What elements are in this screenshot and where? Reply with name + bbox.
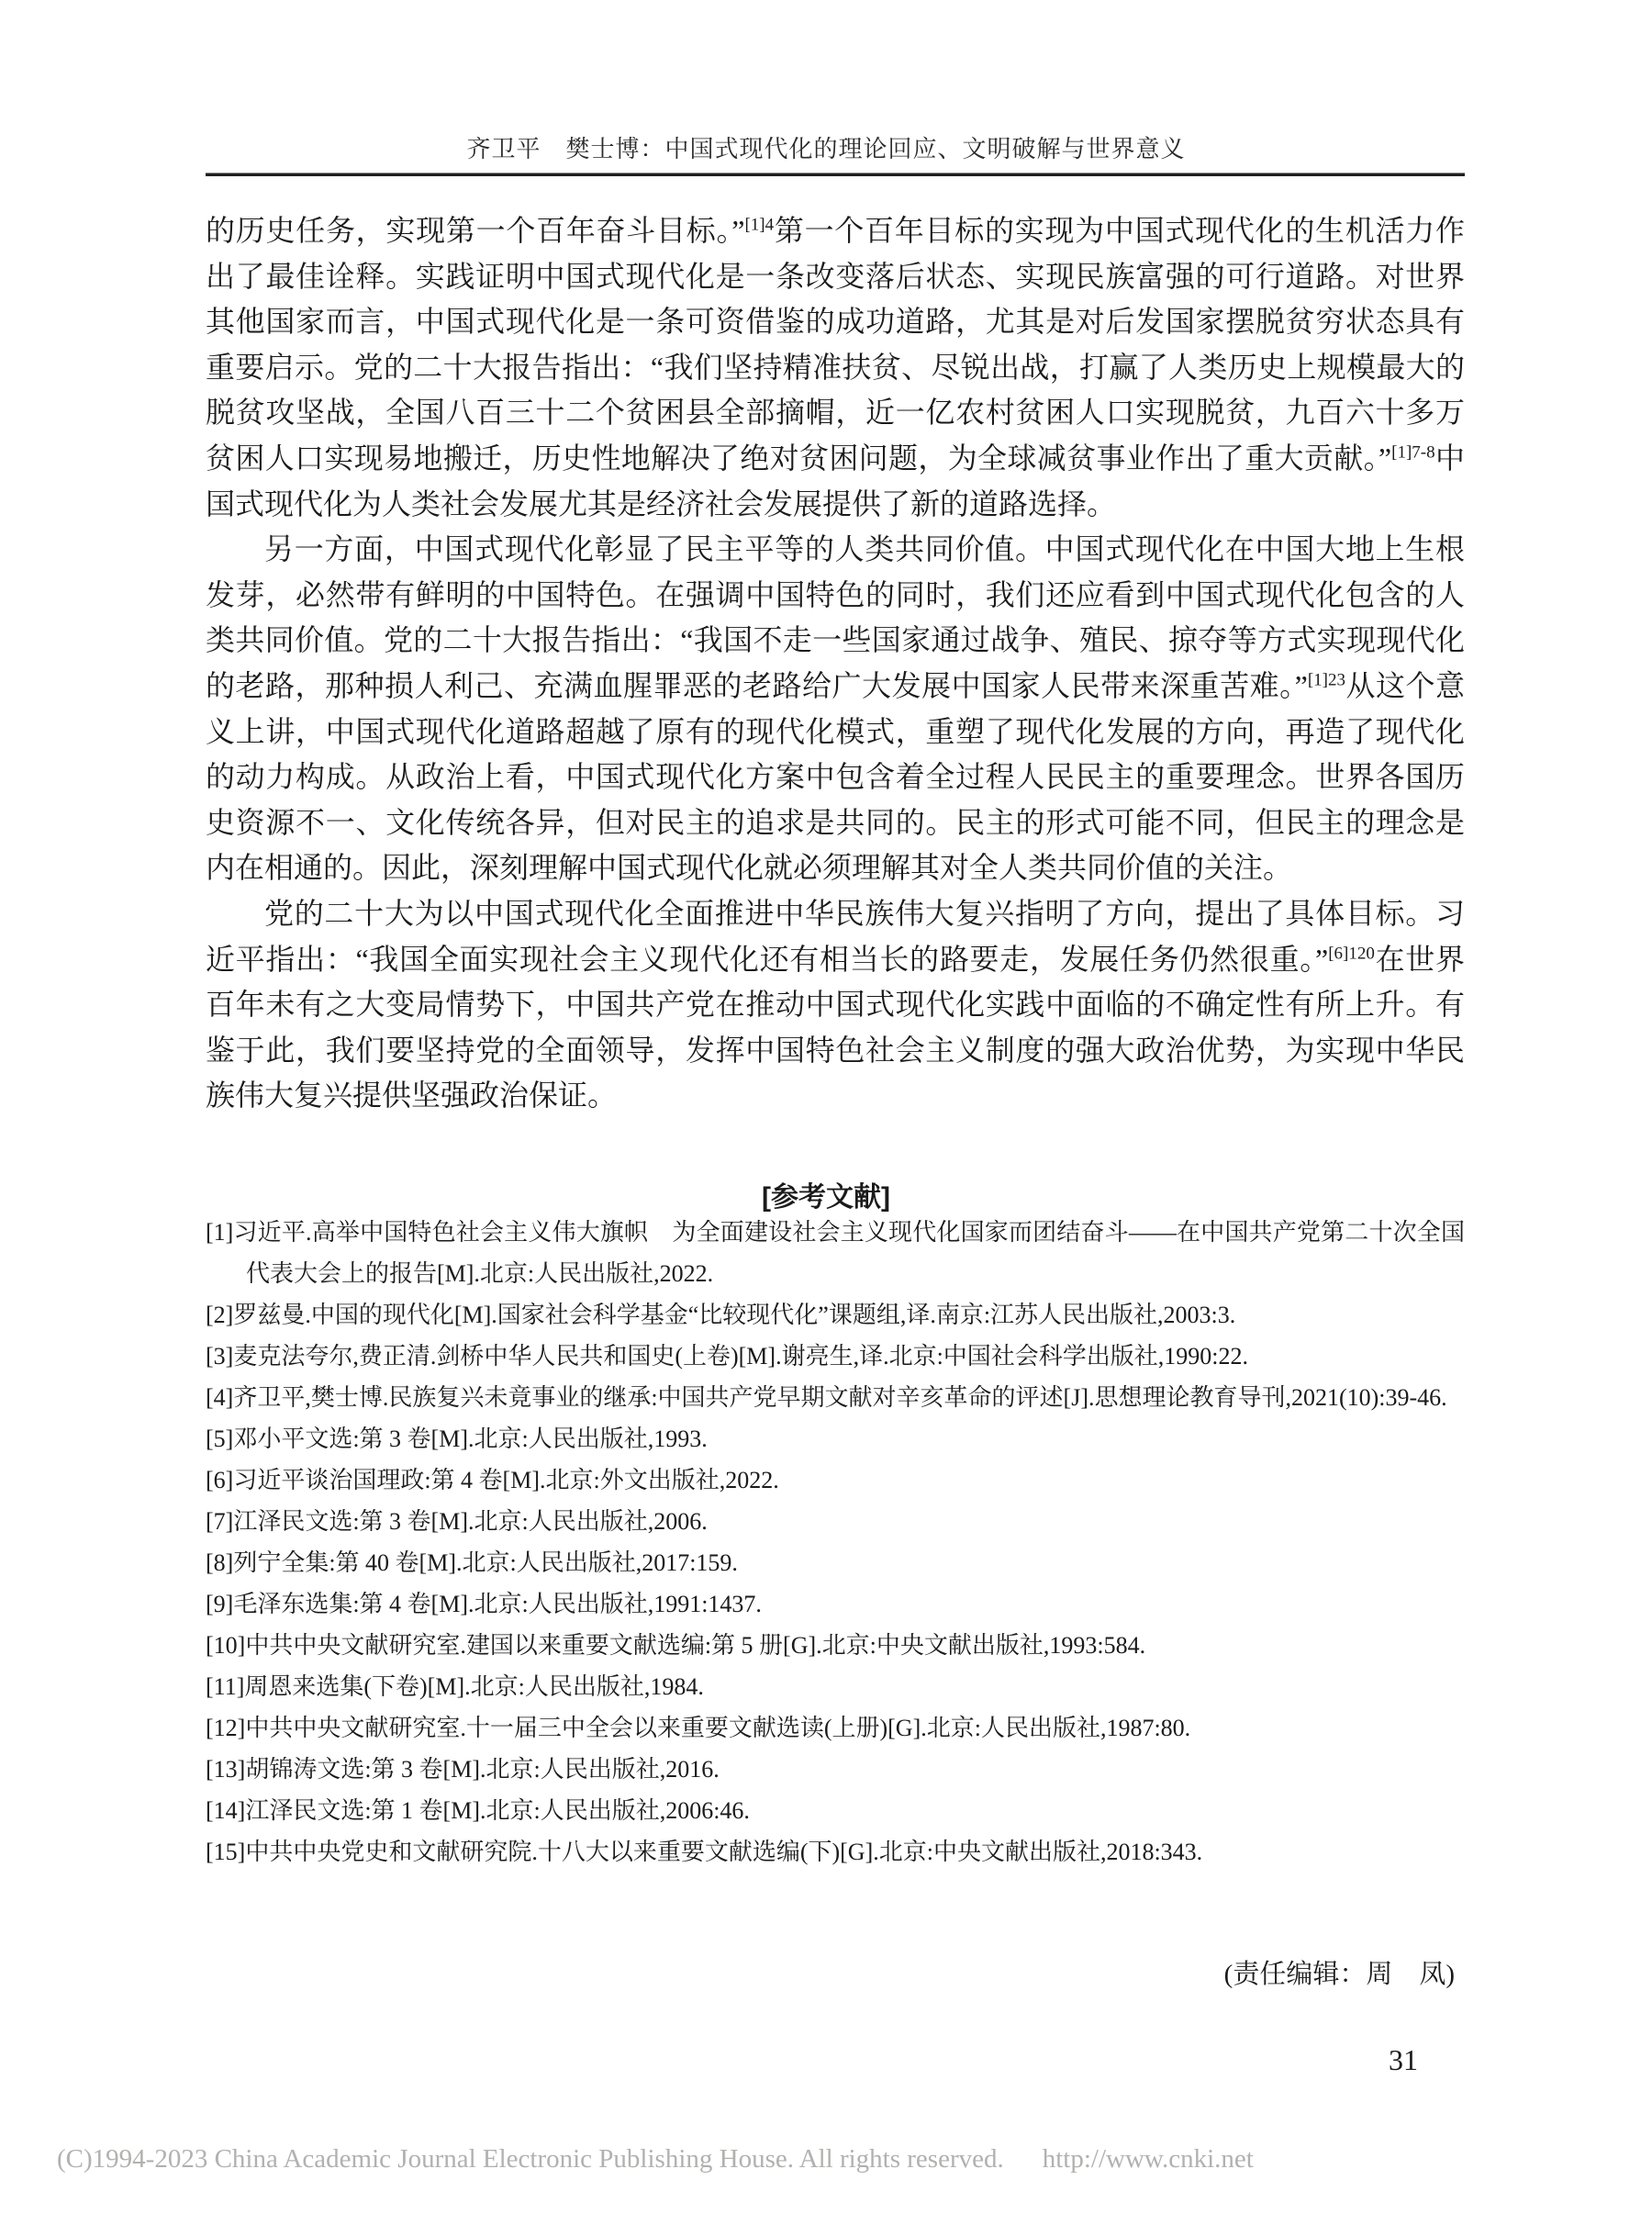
- references-heading: [参考文献]: [762, 1182, 890, 1213]
- footer-url: http://www.cnki.net: [1042, 2144, 1254, 2174]
- citation-superscript: [6]120: [1328, 943, 1375, 963]
- reference-item: [13]胡锦涛文选:第 3 卷[M].北京:人民出版社,2016.: [206, 1756, 720, 1783]
- reference-item: [15]中共中央党史和文献研究院.十八大以来重要文献选编(下)[G].北京:中央文献出版社,2018:343.: [206, 1839, 1203, 1865]
- body-paragraph: 另一方面，中国式现代化彰显了民主平等的人类共同价值。中国式现代化在中国大地上生根发芽，必然带有鲜明的中国特色。在强调中国特色的同时，我们还应看到中国式现代化包含的人类共同价值。党的二十大报告指出：“我国不走一些国家通过战争、殖民、掠夺等方式实现现代化的老路，那种损人利己、充满血腥罪恶的老路给广大发展中国家人民带来深重苦难。”$^{[1]23}$从这个意义上讲，中国式现代化道路超越了原有的现代化模式，重塑了现代化发展的方向，再造了现代化的动力构成。从政治上看，中国式现代化方案中包含着全过程人民民主的重要理念。世界各国历史资源不一、文化传统各异，但对民主的追求是共同的。民主的形式可能不同，但民主的理念是内在相通的。因此，深刻理解中国式现代化就必须理解其对全人类共同价值的关注。: [206, 532, 1465, 885]
- body-paragraph: 的历史任务，实现第一个百年奋斗目标。”$^{[1]4}$第一个百年目标的实现为中国式现代化的生机活力作出了最佳诠释。实践证明中国式现代化是一条改变落后状态、实现民族富强的可行道路。对世界其他国家而言，中国式现代化是一条可资借鉴的成功道路，尤其是对后发国家摆脱贫穷状态具有重要启示。党的二十大报告指出：“我们坚持精准扶贫、尽锐出战，打赢了人类历史上规模最大的脱贫攻坚战，全国八百三十二个贫困县全部摘帽，近一亿农村贫困人口实现脱贫，九百六十多万贫困人口实现易地搬迁，历史性地解决了绝对贫困问题，为全球减贫事业作出了重大贡献。”$^{[1]7-8}$中国式现代化为人类社会发展尤其是经济社会发展提供了新的道路选择。: [206, 214, 1465, 520]
- body-paragraph: 党的二十大为以中国式现代化全面推进中华民族伟大复兴指明了方向，提出了具体目标。习近平指出：“我国全面实现社会主义现代化还有相当长的路要走，发展任务仍然很重。”$^{[6]120}$在世界百年未有之大变局情势下，中国共产党在推动中国式现代化实践中面临的不确定性有所上升。有鉴于此，我们要坚持党的全面领导，发挥中国特色社会主义制度的强大政治优势，为实现中华民族伟大复兴提供坚强政治保证。: [206, 896, 1465, 1112]
- footer-copyright: (C)1994-2023 China Academic Journal Electronic Publishing House. All rights reserved.: [57, 2144, 1004, 2174]
- reference-item: [6]习近平谈治国理政:第 4 卷[M].北京:外文出版社,2022.: [206, 1467, 779, 1493]
- reference-item: [1]习近平.高举中国特色社会主义伟大旗帜 为全面建设社会主义现代化国家而团结奋斗——在中国共产党第二十次全国代表大会上的报告[M].北京:人民出版社,2022.: [206, 1219, 1465, 1287]
- reference-item: [11]周恩来选集(下卷)[M].北京:人民出版社,1984.: [206, 1673, 704, 1700]
- header-rule: [206, 173, 1465, 176]
- reference-item: [7]江泽民文选:第 3 卷[M].北京:人民出版社,2006.: [206, 1508, 708, 1535]
- citation-superscript: [1]7-8: [1391, 442, 1435, 463]
- reference-item: [8]列宁全集:第 40 卷[M].北京:人民出版社,2017:159.: [206, 1549, 738, 1576]
- editor-credit: (责任编辑：周 凤): [1223, 1960, 1455, 1989]
- reference-item: [14]江泽民文选:第 1 卷[M].北京:人民出版社,2006:46.: [206, 1797, 750, 1824]
- reference-item: [2]罗兹曼.中国的现代化[M].国家社会科学基金“比较现代化”课题组,译.南京:江苏人民出版社,2003:3.: [206, 1302, 1236, 1328]
- reference-item: [3]麦克法夸尔,费正清.剑桥中华人民共和国史(上卷)[M].谢亮生,译.北京:中国社会科学出版社,1990:22.: [206, 1343, 1249, 1370]
- reference-item: [5]邓小平文选:第 3 卷[M].北京:人民出版社,1993.: [206, 1426, 708, 1452]
- reference-item: [10]中共中央文献研究室.建国以来重要文献选编:第 5 册[G].北京:中央文献出版社,1993:584.: [206, 1632, 1146, 1659]
- footer: [57, 2144, 1254, 2175]
- reference-item: [12]中共中央文献研究室.十一届三中全会以来重要文献选读(上册)[G].北京:人民出版社,1987:80.: [206, 1715, 1191, 1741]
- citation-superscript: [1]4: [744, 215, 775, 235]
- reference-item: [9]毛泽东选集:第 4 卷[M].北京:人民出版社,1991:1437.: [206, 1591, 762, 1617]
- running-head: 齐卫平 樊士博：中国式现代化的理论回应、文明破解与世界意义: [466, 136, 1186, 162]
- references-list: [206, 1212, 1465, 1873]
- article-body: [206, 208, 1465, 1119]
- citation-superscript: [1]23: [1307, 670, 1345, 690]
- reference-item: [4]齐卫平,樊士博.民族复兴未竟事业的继承:中国共产党早期文献对辛亥革命的评述[J].思想理论教育导刊,2021(10):39-46.: [206, 1384, 1447, 1411]
- page-number: 31: [1389, 2043, 1418, 2076]
